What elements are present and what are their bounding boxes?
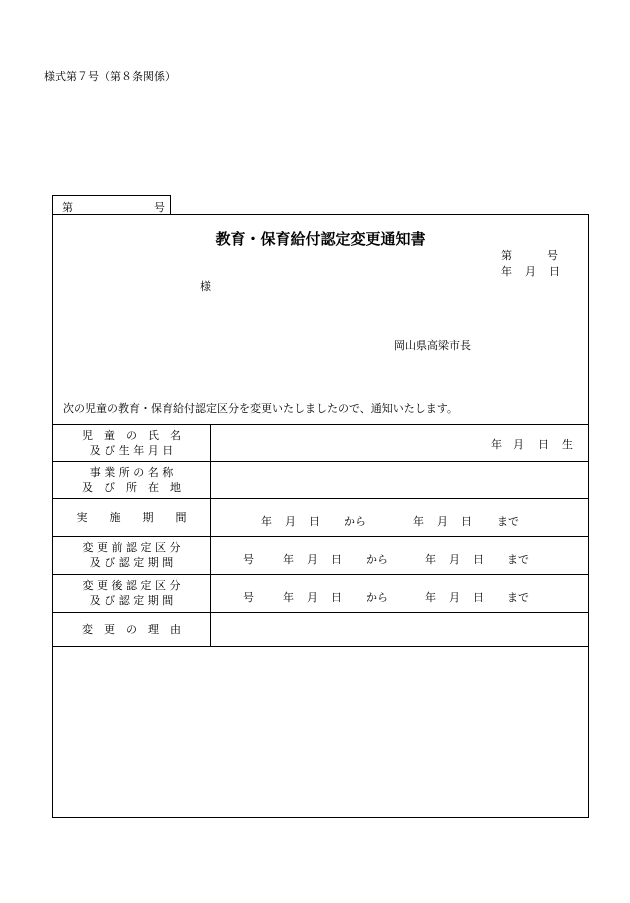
- label-period: [53, 498, 210, 536]
- period-end-day: 日: [461, 515, 472, 528]
- period-end-month: 月: [437, 515, 448, 528]
- before-kara: から: [366, 553, 388, 566]
- before-end-year: 年: [425, 553, 436, 566]
- intro-text: 次の児童の教育・保育給付認定区分を変更いたしましたので、通知いたします。: [63, 402, 458, 415]
- label-period-text: 実 施 期 間: [76, 510, 187, 524]
- number-box-go: 号: [154, 201, 165, 214]
- before-go: 号: [243, 553, 254, 566]
- form-id: 様式第７号（第８条関係）: [44, 70, 176, 83]
- after-start-day: 日: [331, 591, 342, 604]
- row-rule-6: [53, 646, 588, 647]
- birth-month: 月: [513, 438, 524, 451]
- number-box: [52, 195, 171, 214]
- header-month: 月: [525, 265, 536, 278]
- header-day: 日: [549, 265, 560, 278]
- label-after-line1: 変 更 後 認 定 区 分: [82, 579, 181, 592]
- before-start-year: 年: [283, 553, 294, 566]
- before-made: まで: [507, 553, 529, 566]
- period-kara: から: [344, 515, 366, 528]
- period-made: まで: [497, 515, 519, 528]
- document-title: 教育・保育給付認定変更通知書: [215, 230, 426, 248]
- birth-day: 日: [538, 438, 549, 451]
- notice-frame: [52, 214, 589, 818]
- period-start-day: 日: [309, 515, 320, 528]
- label-name-birth: [53, 424, 210, 461]
- label-before-line2: 及 び 認 定 期 間: [89, 556, 174, 569]
- label-after: [53, 574, 210, 612]
- label-facility-line1: 事 業 所 の 名 称: [89, 465, 174, 479]
- number-box-dai: 第: [62, 201, 73, 214]
- addressee-sama: 様: [200, 280, 211, 293]
- before-end-day: 日: [473, 553, 484, 566]
- after-kara: から: [366, 591, 388, 604]
- header-dai: 第: [501, 249, 512, 262]
- label-before-line1: 変 更 前 認 定 区 分: [82, 541, 181, 554]
- birth-year: 年: [491, 438, 502, 451]
- label-reason: [53, 612, 210, 646]
- label-name-birth-line1: 児 童 の 氏 名: [82, 428, 181, 442]
- label-before: [53, 536, 210, 574]
- after-end-day: 日: [473, 591, 484, 604]
- after-end-month: 月: [449, 591, 460, 604]
- period-start-month: 月: [285, 515, 296, 528]
- issuer: 岡山県高梁市長: [394, 339, 471, 352]
- birth-sei: 生: [562, 438, 573, 451]
- period-end-year: 年: [413, 515, 424, 528]
- period-start-year: 年: [261, 515, 272, 528]
- label-reason-text: 変 更 の 理 由: [82, 622, 181, 636]
- label-facility-line2: 及 び 所 在 地: [82, 480, 181, 494]
- before-end-month: 月: [449, 553, 460, 566]
- after-go: 号: [243, 591, 254, 604]
- label-facility: [53, 461, 210, 498]
- header-go: 号: [547, 249, 558, 262]
- after-made: まで: [507, 591, 529, 604]
- label-name-birth-line2: 及 び 生 年 月 日: [89, 443, 174, 457]
- before-start-month: 月: [307, 553, 318, 566]
- after-end-year: 年: [425, 591, 436, 604]
- label-after-line2: 及 び 認 定 期 間: [89, 594, 174, 607]
- header-year: 年: [501, 265, 512, 278]
- before-start-day: 日: [331, 553, 342, 566]
- after-start-month: 月: [307, 591, 318, 604]
- after-start-year: 年: [283, 591, 294, 604]
- table-column-rule: [210, 424, 211, 646]
